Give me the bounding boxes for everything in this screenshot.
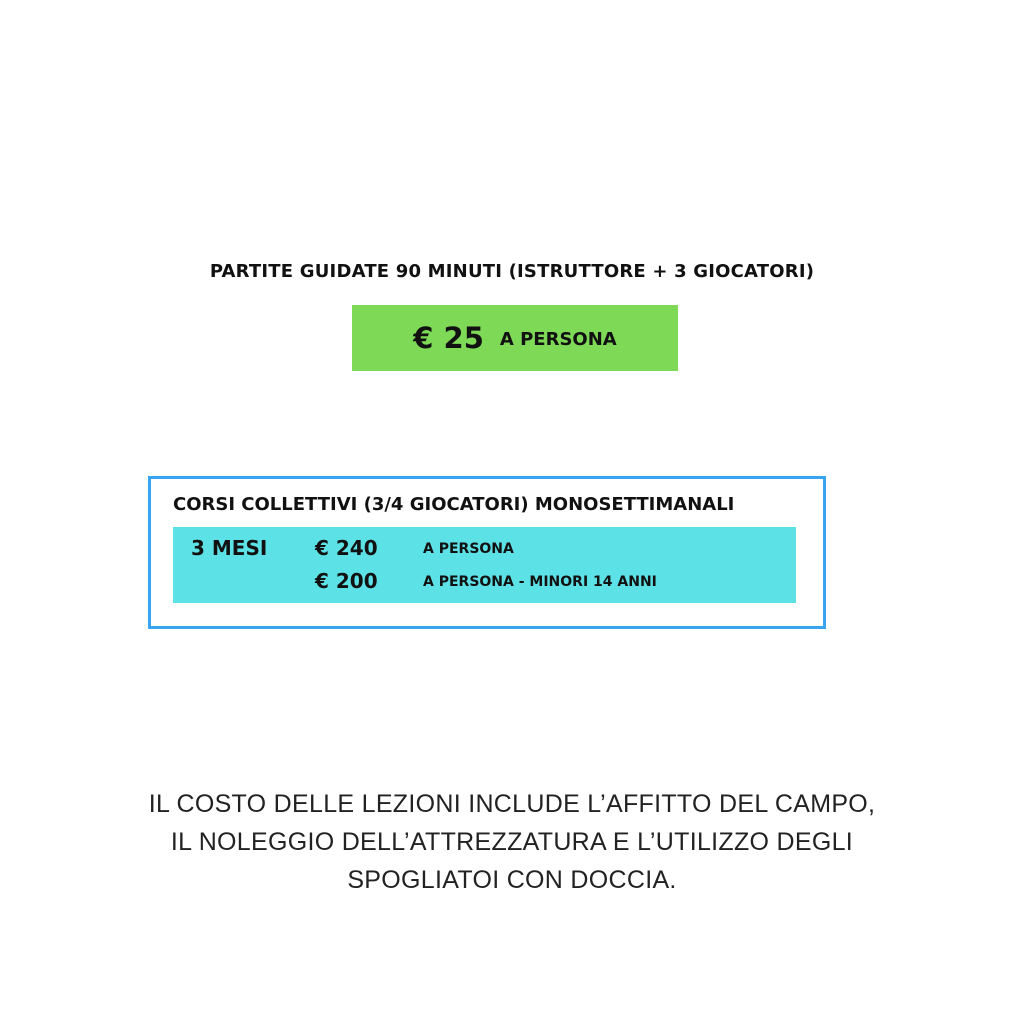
guided-match-title: PARTITE GUIDATE 90 MINUTI (ISTRUTTORE + 3 GIOCATORI)	[209, 261, 815, 282]
note-line: SPOGLIATOI CON DOCCIA.	[347, 866, 677, 894]
guided-match-price: € 25	[413, 321, 484, 355]
group-courses-box	[148, 476, 826, 629]
course-price-minors: € 200	[315, 569, 378, 593]
group-courses-price-band	[173, 527, 796, 603]
note-line: IL NOLEGGIO DELL’ATTREZZATURA E L’UTILIZZO DEGLI	[170, 828, 854, 856]
group-courses-title: CORSI COLLETTIVI (3/4 GIOCATORI) MONOSETTIMANALI	[173, 494, 735, 515]
note-line: IL COSTO DELLE LEZIONI INCLUDE L’AFFITTO DEL CAMPO,	[148, 790, 876, 818]
course-price-standard: € 240	[315, 536, 378, 560]
guided-match-price-box	[352, 305, 678, 371]
course-price-minors-label: A PERSONA - MINORI 14 ANNI	[423, 574, 657, 590]
inclusions-note	[0, 785, 1024, 899]
guided-match-unit: A PERSONA	[499, 328, 617, 350]
course-price-standard-label: A PERSONA	[423, 541, 514, 557]
course-duration: 3 MESI	[191, 536, 268, 560]
